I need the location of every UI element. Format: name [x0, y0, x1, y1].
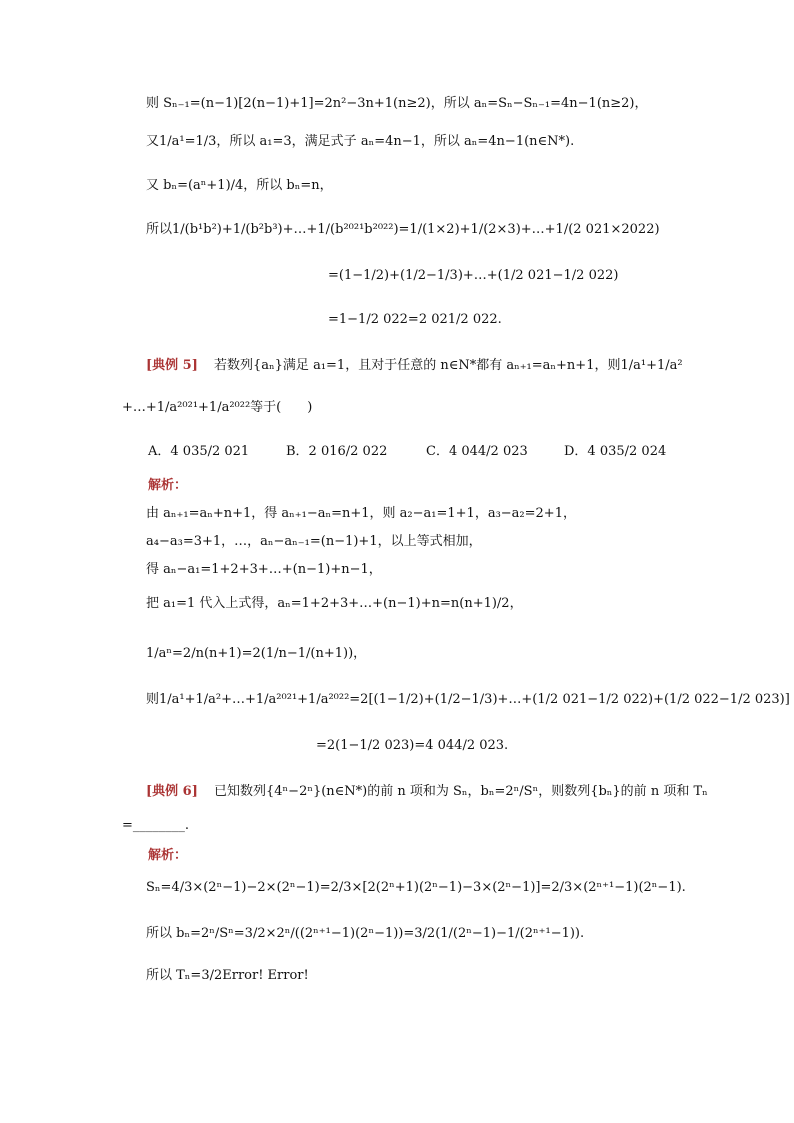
line-2: 又1/a¹=1/3，所以 a₁=3，满足式子 aₙ=4n−1，所以 aₙ=4n−1(n∈N*).: [146, 134, 575, 149]
choice-d[interactable]: D．4 035/2 024: [564, 444, 667, 459]
line-1: 则 Sₙ₋₁=(n−1)[2(n−1)+1]=2n²−3n+1(n≥2)，所以 aₙ=Sₙ−Sₙ₋₁=4n−1(n≥2)，: [146, 96, 648, 111]
solution-label-2: 解析：: [148, 848, 188, 863]
example-6-label: [典例 6]: [146, 784, 198, 799]
example-5-label: [典例 5]: [146, 358, 198, 373]
line-7: 由 aₙ₊₁=aₙ+n+1，得 aₙ₊₁−aₙ=n+1，则 a₂−a₁=1+1，a₃−a₂=2+1，: [146, 506, 576, 521]
line-3: 又 bₙ=(aⁿ+1)/4，所以 bₙ=n，: [146, 178, 333, 193]
line-14: Sₙ=4/3×(2ⁿ−1)−2×(2ⁿ−1)=2/3×[2(2ⁿ+1)(2ⁿ−1)−3×(2ⁿ−1)]=2/3×(2ⁿ⁺¹−1)(2ⁿ−1).: [146, 880, 686, 895]
solution-label-1: 解析：: [148, 478, 188, 493]
example-6-question-line-2: =________.: [122, 818, 190, 833]
example-5-question-line-2: +…+1/a²⁰²¹+1/a²⁰²²等于( ): [122, 400, 313, 415]
line-6: =1−1/2 022=2 021/2 022.: [328, 312, 502, 327]
line-13: =2(1−1/2 023)=4 044/2 023.: [316, 738, 509, 753]
line-10: 把 a₁=1 代入上式得，aₙ=1+2+3+…+(n−1)+n=n(n+1)/2，: [146, 596, 523, 611]
line-4: 所以1/(b¹b²)+1/(b²b³)+…+1/(b²⁰²¹b²⁰²²)=1/(1×2)+1/(2×3)+…+1/(2 021×2022): [146, 222, 660, 237]
example-5-question-text: 若数列{aₙ}满足 a₁=1，且对于任意的 n∈N*都有 aₙ₊₁=aₙ+n+1，则1/a¹+1/a²: [214, 358, 683, 373]
example-5-question-line-1: [146, 356, 683, 376]
line-9: 得 aₙ−a₁=1+2+3+…+(n−1)+n−1，: [146, 562, 382, 577]
choice-b[interactable]: B．2 016/2 022: [286, 444, 388, 459]
line-16: 所以 Tₙ=3/2Error! Error!: [146, 968, 309, 983]
choice-a[interactable]: A．4 035/2 021: [148, 444, 250, 459]
choice-c[interactable]: C．4 044/2 023: [426, 444, 528, 459]
example-6-question-line-1: [146, 782, 708, 802]
example-6-question-text: 已知数列{4ⁿ−2ⁿ}(n∈N*)的前 n 项和为 Sₙ，bₙ=2ⁿ/Sⁿ，则数列{bₙ}的前 n 项和 Tₙ: [214, 784, 708, 799]
line-12: 则1/a¹+1/a²+…+1/a²⁰²¹+1/a²⁰²²=2[(1−1/2)+(1/2−1/3)+…+(1/2 021−1/2 022)+(1/2 022−1/2 023)]: [146, 692, 790, 707]
line-5: =(1−1/2)+(1/2−1/3)+…+(1/2 021−1/2 022): [328, 268, 619, 283]
line-8: a₄−a₃=3+1，…，aₙ−aₙ₋₁=(n−1)+1，以上等式相加，: [146, 534, 482, 549]
line-15: 所以 bₙ=2ⁿ/Sⁿ=3/2×2ⁿ/((2ⁿ⁺¹−1)(2ⁿ−1))=3/2(1/(2ⁿ−1)−1/(2ⁿ⁺¹−1)).: [146, 926, 585, 941]
line-11: 1/aⁿ=2/n(n+1)=2(1/n−1/(n+1))，: [146, 646, 367, 661]
